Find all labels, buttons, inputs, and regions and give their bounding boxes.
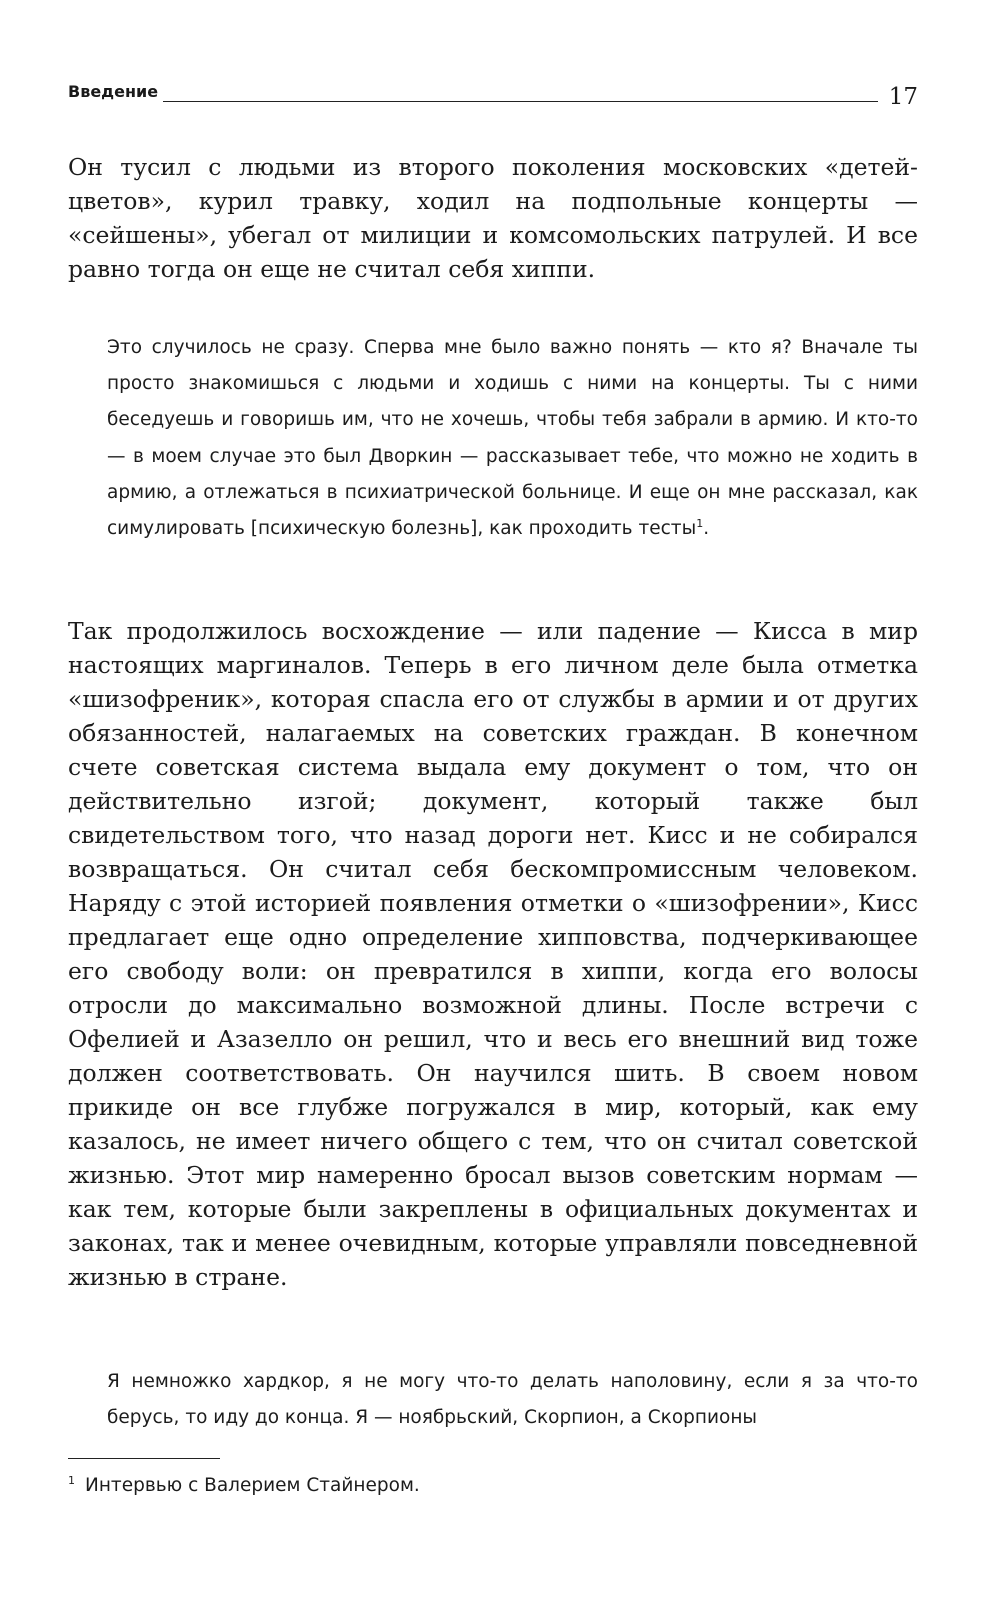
footnote-separator: [68, 1458, 220, 1459]
footnote-text: Интервью с Валерием Стайнером.: [85, 1475, 420, 1496]
header-rule: [163, 101, 878, 102]
page-number: 17: [888, 84, 918, 110]
body-paragraph-2: Так продолжилось восхождение — или падение — Кисса в мир настоящих маргиналов. Теперь в его личном деле была отметка «шизофреник», которая спасла его от службы в армии и от других обязанностей, налагаемых на советских граждан. В конечном счете советская система выдала ему документ о том, что он действительно изгой; документ, который также был свидетельством того, что назад дороги нет. Кисс и не собирался возвращаться. Он считал себя бескомпромиссным человеком. Наряду с этой историей появления отметки о «шизофрении», Кисс предлагает еще одно определение хипповства, подчеркивающее его свободу воли: он превратился в хиппи, когда его волосы отросли до максимально возможной длины. После встречи с Офелией и Азазелло он решил, что и весь его внешний вид тоже должен соответствовать. Он научился шить. В своем новом прикиде он все глубже погружался в мир, который, как ему казалось, не имеет ничего общего с тем, что он считал советской жизнью. Этот мир намеренно бросал вызов советским нормам — как тем, которые были закреплены в официальных документах и законах, так и менее очевидным, которые управляли повседневной жизнью в стране.: [68, 617, 918, 1291]
body-paragraph-1: Он тусил с людьми из второго поколения московских «детей-цветов», курил травку, ходил на подпольные концерты — «сейшены», убегал от милиции и комсомольских патрулей. И все равно тогда он еще не считал себя хиппи.: [68, 153, 918, 283]
running-header: [68, 80, 918, 110]
footnote-number: 1: [68, 1473, 75, 1487]
quote-1-text: Это случилось не сразу. Сперва мне было важно понять — кто я? Вначале ты просто знакомишься с людьми и ходишь с ними на концерты. Ты с ними беседуешь и говоришь им, что не хочешь, чтобы тебя забрали в армию. И кто-то — в моем случае это был Дворкин — рассказывает тебе, что можно не ходить в армию, а отлежаться в психиатрической больнице. И еще он мне рассказал, как симулировать [психическую болезнь], как проходить тесты: [107, 337, 918, 540]
interview-quote-1: [107, 330, 918, 547]
footnote-1: [68, 1472, 918, 1500]
section-title: Введение: [68, 82, 159, 101]
footnote-reference[interactable]: 1: [696, 516, 704, 530]
quote-1-end: .: [703, 518, 710, 540]
interview-quote-2: Я немножко хардкор, я не могу что-то делать наполовину, если я за что-то берусь, то иду до конца. Я — ноябрьский, Скорпион, а Скорпионы: [107, 1371, 918, 1429]
